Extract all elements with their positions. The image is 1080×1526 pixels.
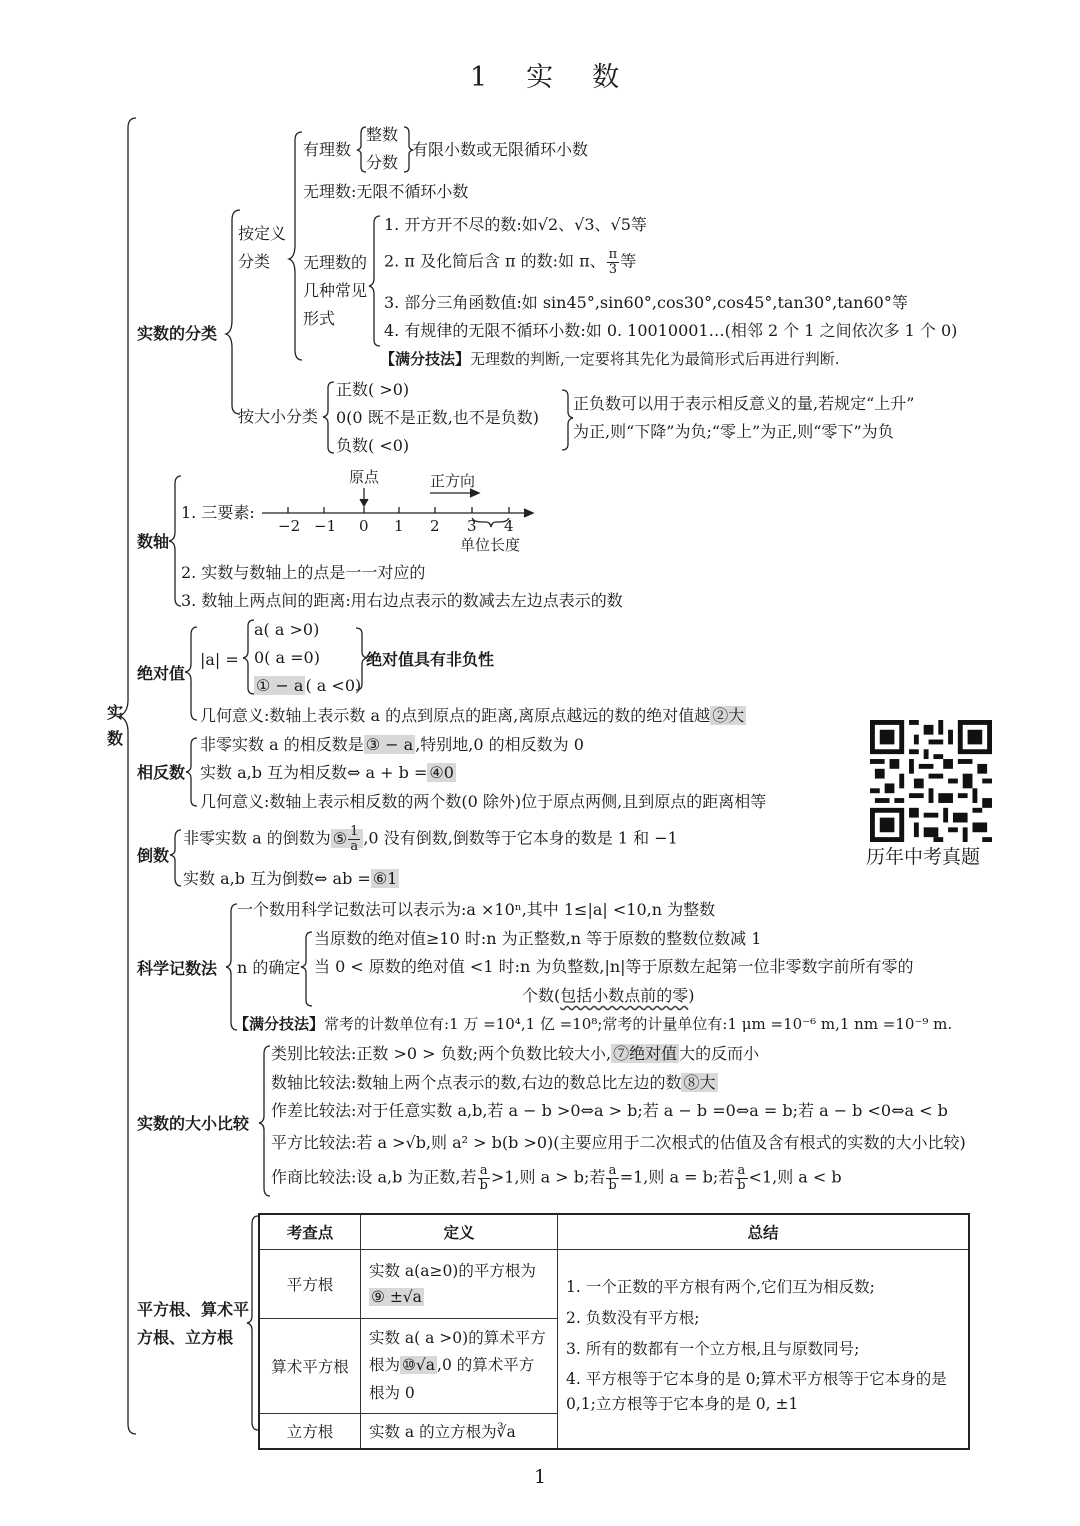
compare-method-3: 作差比较法:对于任意实数 a,b,若 a − b >0⇔a > b;若 a − b =0⇔a = b;若 a − b <0⇔a < b <box>271 1101 948 1120</box>
table-cell-definition: 实数 a( a >0)的算术平方根为 ⑩√a ,0 的算术平方根为 0 <box>361 1319 558 1414</box>
compare-method-2: 数轴比较法:数轴上两个点表示的数,右边的数总比左边的数 ⑧大 <box>271 1073 716 1092</box>
negative-label: 负数( <0) <box>336 436 410 455</box>
summary-item: 3. 所有的数都有一个立方根,且与原数同号; <box>566 1339 860 1358</box>
compare-heading: 实数的大小比较 <box>137 1114 250 1133</box>
opposite-line-3: 几何意义:数轴上表示相反数的两个数(0 除外)位于原点两侧,且到原点的距离相等 <box>200 792 767 811</box>
tick-label: −2 <box>278 517 301 535</box>
table-header: 总结 <box>558 1214 970 1250</box>
scientific-line-1: 一个数用科学记数法可以表示为:a ×10ⁿ,其中 1≤|a| <10,n 为整数 <box>237 900 716 919</box>
table-row <box>259 1250 969 1319</box>
absolute-geometric: 几何意义:数轴上表示数 a 的点到原点的距离,离原点越远的数的绝对值越 ②大 <box>200 706 745 725</box>
compare-method-5: 作商比较法:设 a,b 为正数,若 $\frac{a}{b}$ >1,则 a > b;若 $\frac{a}{b}$ =1,则 a = b;若 $\frac{a}{b}$ <1,则 a < b <box>271 1163 842 1193</box>
table-header: 考查点 <box>259 1214 361 1250</box>
table-cell-point: 算术平方根 <box>259 1319 361 1414</box>
n-case-2: 当 0 < 原数的绝对值 <1 时:n 为负整数,|n|等于原数左起第一位非零数字前所有零的 <box>314 957 914 976</box>
absolute-case-3: ① − a ( a <0) <box>256 676 362 695</box>
table-cell-point: 立方根 <box>259 1414 361 1450</box>
forms-label-1: 无理数的 <box>303 253 368 272</box>
tick-label: 0 <box>359 517 369 535</box>
absolute-property: 绝对值具有非负性 <box>366 650 495 669</box>
n-case-1: 当原数的绝对值≥10 时:n 为正整数,n 等于原数的整数位数减 1 <box>314 929 762 948</box>
tick-label: 3 <box>467 517 477 535</box>
origin-label: 原点 <box>349 468 380 486</box>
scientific-tip: 【满分技法】常考的计数单位有:1 万 =10⁴,1 亿 =10⁸;常考的计量单位有:1 μm =10⁻⁶ m,1 nm =10⁻⁹ m. <box>234 1015 953 1033</box>
irrational-form-2: 2. π 及化简后含 π 的数:如 π、 $\frac{\pi}{3}$ 等 <box>384 247 637 277</box>
summary-item: 4. 平方根等于它本身的是 0;算术平方根等于它本身的是 0,1;立方根等于它本身的是 0, ±1 <box>566 1370 947 1414</box>
table-cell-summary <box>558 1250 970 1450</box>
irrational-def: 无理数:无限不循环小数 <box>303 182 469 201</box>
qr-caption: 历年中考真题 <box>866 846 981 868</box>
table-cell-point: 平方根 <box>259 1250 361 1319</box>
compare-method-1: 类别比较法:正数 >0 > 负数;两个负数比较大小, ⑦绝对值 大的反而小 <box>271 1044 760 1063</box>
table-cell-definition: 实数 a 的立方根为∛a <box>361 1414 558 1450</box>
irrational-form-4: 4. 有规律的无限不循环小数:如 0. 10010001…(相邻 2 个 1 之间依次多 1 个 0) <box>384 321 958 340</box>
opposite-line-1: 非零实数 a 的相反数是 ③ − a ,特别地,0 的相反数为 0 <box>200 735 584 754</box>
opposite-line-2: 实数 a,b 互为相反数⇔ a + b = ④0 <box>200 763 454 782</box>
by-definition-label-2: 分类 <box>238 252 271 271</box>
tick-label: 1 <box>394 517 404 535</box>
roots-heading-1: 平方根、算术平 <box>137 1300 250 1319</box>
sign-note-1: 正负数可以用于表示相反意义的量,若规定“上升” <box>573 394 915 413</box>
direction-label: 正方向 <box>430 472 476 490</box>
classification-tip: 【满分技法】无理数的判断,一定要将其先化为最简形式后再进行判断. <box>380 350 840 368</box>
tick-label: 2 <box>430 517 440 535</box>
classification-heading: 实数的分类 <box>137 324 218 343</box>
reciprocal-line-2: 实数 a,b 互为倒数⇔ ab = ⑥1 <box>183 869 398 888</box>
n-case-2b: 个数(包括小数点前的零) <box>522 986 695 1005</box>
irrational-form-3: 3. 部分三角函数值:如 sin45°,sin60°,cos30°,cos45°,tan30°,tan60°等 <box>384 293 908 312</box>
zero-label: 0(0 既不是正数,也不是负数) <box>336 408 540 427</box>
absolute-lhs: |a| = <box>200 650 239 669</box>
page-title: 1 实 数 <box>470 62 626 93</box>
by-sign-label: 按大小分类 <box>238 407 319 426</box>
absolute-case-1: a( a >0) <box>254 620 320 639</box>
tick-label: −1 <box>314 517 337 535</box>
absolute-case-2: 0( a =0) <box>254 648 320 667</box>
irrational-form-1: 1. 开方开不尽的数:如√2、√3、√5等 <box>384 215 647 234</box>
number-line-item-2: 2. 实数与数轴上的点是一一对应的 <box>181 563 426 582</box>
roots-table <box>258 1213 970 1450</box>
fraction-label: 分数 <box>366 153 399 172</box>
tick-label: 4 <box>504 517 514 535</box>
qr-code <box>870 720 992 842</box>
n-determination-label: n 的确定 <box>237 958 301 977</box>
summary-item: 1. 一个正数的平方根有两个,它们互为相反数; <box>566 1278 875 1296</box>
reciprocal-line-1: 非零实数 a 的倒数为 ⑤ $\frac{1}{a}$ ,0 没有倒数,倒数等于它本身的数是 1 和 −1 <box>183 824 678 854</box>
table-header-row <box>259 1214 969 1250</box>
sign-note-2: 为正,则“下降”为负;“零上”为正,则“零下”为负 <box>573 422 894 441</box>
number-line-heading: 数轴 <box>137 532 170 551</box>
forms-label-3: 形式 <box>303 309 336 328</box>
root-label: 实数 <box>107 703 124 748</box>
number-line-item-1: 1. 三要素: <box>181 503 255 522</box>
reciprocal-heading: 倒数 <box>137 846 170 865</box>
forms-label-2: 几种常见 <box>303 281 368 300</box>
rational-label: 有理数 <box>303 140 352 159</box>
by-definition-label-1: 按定义 <box>238 224 287 243</box>
integer-label: 整数 <box>366 125 399 144</box>
roots-heading-2: 方根、立方根 <box>137 1328 234 1347</box>
rational-desc: 有限小数或无限循环小数 <box>412 140 589 159</box>
scientific-heading: 科学记数法 <box>137 959 218 978</box>
number-line-item-3: 3. 数轴上两点间的距离:用右边点表示的数减去左边点表示的数 <box>181 591 623 610</box>
unit-label: 单位长度 <box>460 536 521 554</box>
absolute-heading: 绝对值 <box>137 664 186 683</box>
table-header: 定义 <box>361 1214 558 1250</box>
summary-item: 2. 负数没有平方根; <box>566 1308 700 1327</box>
opposite-heading: 相反数 <box>137 763 186 782</box>
positive-label: 正数( >0) <box>336 380 410 399</box>
table-cell-definition: 实数 a(a≥0)的平方根为⑨ ±√a <box>361 1250 558 1319</box>
compare-method-4: 平方比较法:若 a >√b,则 a² > b(b >0)(主要应用于二次根式的估值及含有根式的实数的大小比较) <box>271 1133 966 1152</box>
page-number: 1 <box>534 1466 547 1488</box>
